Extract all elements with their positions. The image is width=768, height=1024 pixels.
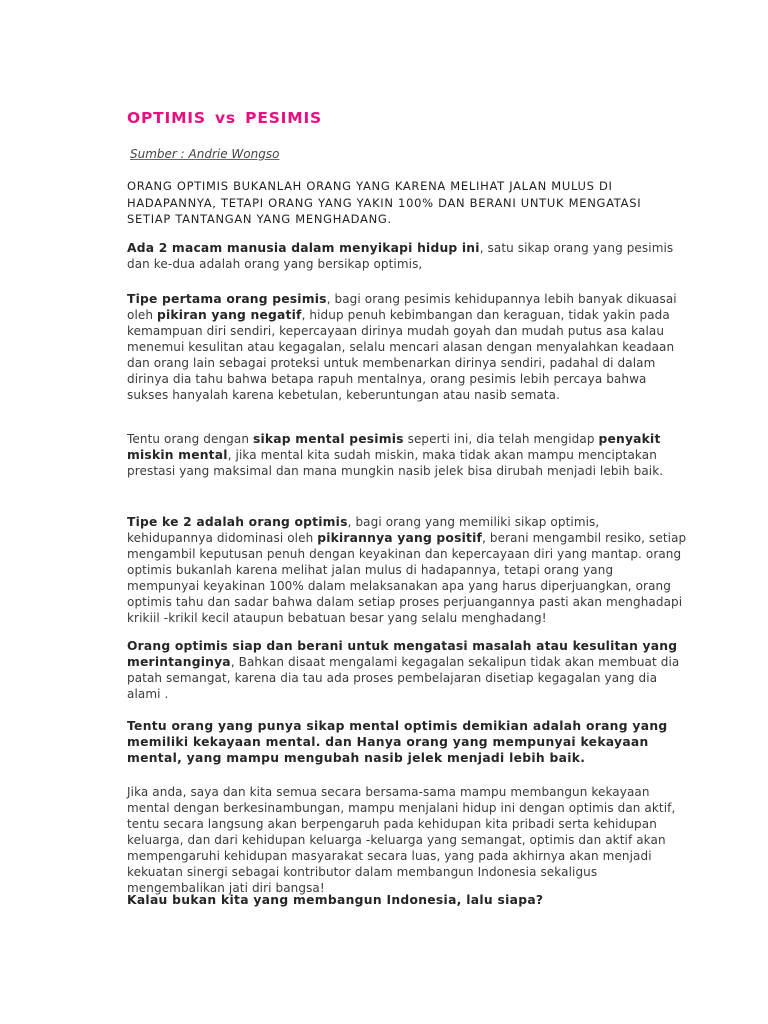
paragraph-two-types [127, 240, 687, 272]
paragraph-text: . [580, 751, 586, 765]
paragraph-text: , bagi orang pesimis kehidupannya lebih banyak dikuasai oleh [127, 292, 677, 322]
bold-phrase: pikiran yang negatif [156, 308, 302, 322]
paragraph-text: , berani mengambil resiko, setiap mengambil keputusan penuh dengan keyakinan dan kepercayaan diri yang mantap. orang optimis bukanlah karena melihat jalan mulus di hadapannya, tetapi orang yang mempunyai keyakinan 100% dalam melaksanakan apa yang harus diperjuangkan, orang optimis tahu dan sadar bahwa dalam setiap proses perjuangannya pasti akan menghadapi krikiil -krikil kecil ataupun bebatuan besar yang selalu menghadang! [127, 531, 687, 625]
bold-phrase: Tipe ke 2 adalah orang optimis [127, 515, 348, 529]
bold-phrase: Orang optimis siap dan berani untuk mengatasi masalah atau kesulitan yang merintanginya [127, 639, 678, 669]
paragraph-text: seperti ini, dia telah mengidap [403, 432, 599, 446]
paragraph-text: , hidup penuh kebimbangan dan keraguan, tidak yakin pada kemampuan diri sendiri, kepercayaan dirinya mudah goyah dan mudah putus asa kalau menemui kesulitan atau kegagalan, selalu mencari alasan dengan menyalahkan keadaan dan orang lain sebagai proteksi untuk membenarkan dirinya sendiri, padahal di dalam dirinya dia tahu bahwa betapa rapuh mentalnya, orang pesimis lebih percaya bahwa sukses hanyalah karena kebetulan, keberuntungan atau nasib semata. [127, 308, 675, 402]
paragraph-mental-wealth [127, 718, 687, 766]
paragraph-text: , Bahkan disaat mengalami kegagalan sekalipun tidak akan membuat dia patah semangat, karena dia tau ada proses pembelajaran disetiap kegagalan yang dia alami . [127, 655, 680, 701]
paragraph-text: Tentu orang dengan [127, 432, 253, 446]
article-title: OPTIMIS vs PESIMIS [127, 109, 322, 127]
bold-phrase: Tentu orang yang punya sikap mental optimis demikian adalah orang yang memiliki kekayaan mental. dan Hanya orang yang mempunyai kekayaan mental, yang mampu mengubah nasib jelek menjadi lebih baik [127, 719, 668, 765]
bold-phrase: pikirannya yang positif [317, 531, 483, 545]
paragraph-text: , satu sikap orang yang pesimis dan ke-dua adalah orang yang bersikap optimis, [127, 241, 674, 271]
bold-phrase: sikap mental pesimis [252, 432, 404, 446]
bold-phrase: penyakit miskin mental [127, 432, 661, 462]
bold-phrase: Ada 2 macam manusia dalam menyikapi hidup ini [127, 241, 480, 255]
paragraph-text: , bagi orang yang memiliki sikap optimis, kehidupannya didominasi oleh [127, 515, 600, 545]
paragraph-optimist-courage [127, 638, 687, 702]
paragraph-optimist [127, 514, 687, 626]
paragraph-text: , jika mental kita sudah miskin, maka tidak akan mampu menciptakan prestasi yang maksimal dan mana mungkin nasib jelek bisa dirubah menjadi lebih baik. [127, 448, 664, 478]
intro-statement: ORANG OPTIMIS BUKANLAH ORANG YANG KARENA MELIHAT JALAN MULUS DI HADAPANNYA, TETAPI ORANG YANG YAKIN 100% DAN BERANI UNTUK MENGATASI SETIAP TANTANGAN YANG MENGHADANG. [127, 179, 642, 226]
source-line: Sumber : Andrie Wongso [130, 147, 280, 161]
paragraph-conclusion: Jika anda, saya dan kita semua secara bersama-sama mampu membangun kekayaan mental dengan berkesinambungan, mampu menjalani hidup ini dengan optimis dan aktif, tentu secara langsung akan berpengaruh pada kehidupan kita pribadi serta kehidupan keluarga, dan dari kehidupan keluarga -keluarga yang semangat, optimis dan aktif akan mempengaruhi kehidupan masyarakat secara luas, yang pada akhirnya akan menjadi kekuatan sinergi sebagai kontributor dalam membangun Indonesia sekaligus mengembalikan jati diri bangsa! [127, 785, 676, 895]
paragraph-pessimist-mental [127, 431, 687, 479]
paragraph-pessimist [127, 291, 687, 403]
bold-phrase: Tipe pertama orang pesimis [127, 292, 327, 306]
closing-question: Kalau bukan kita yang membangun Indonesia, lalu siapa? [127, 893, 544, 907]
